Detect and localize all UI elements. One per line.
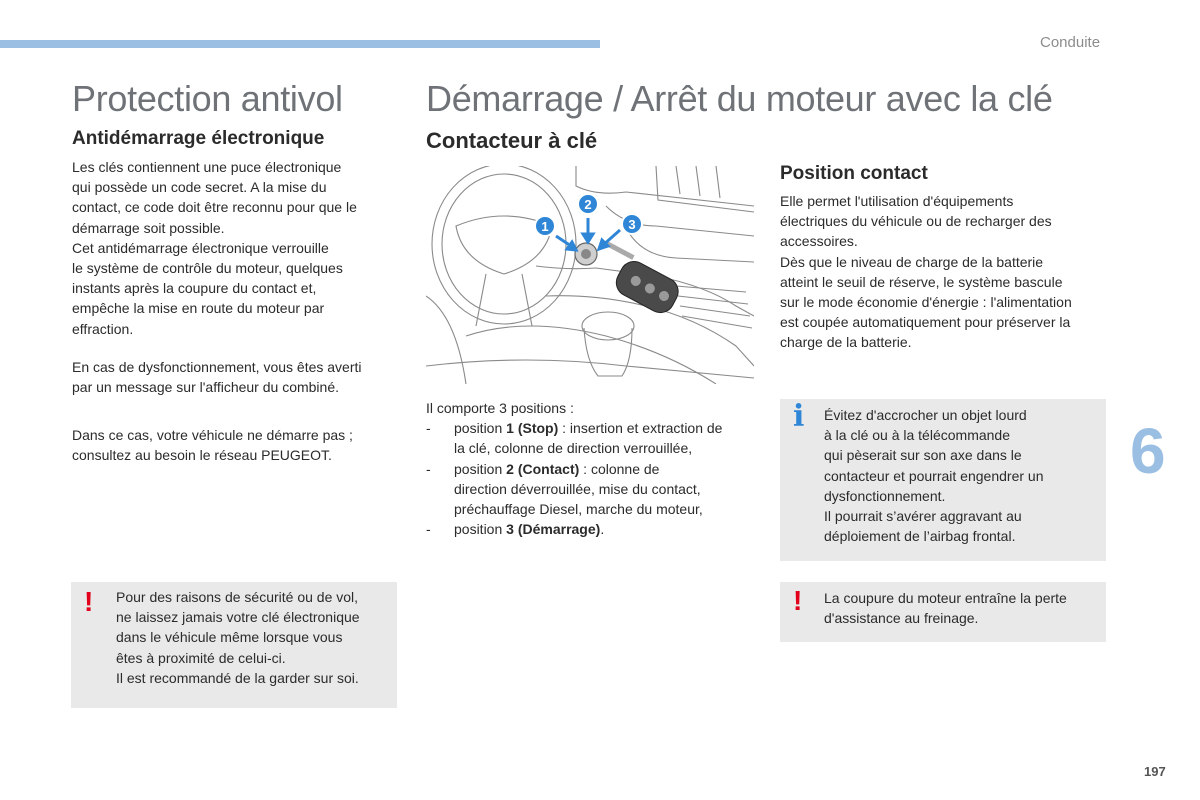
positions-list [426, 398, 766, 539]
badge-3-label: 3 [628, 217, 636, 232]
text-line: Les clés contiennent une puce électronique [72, 159, 342, 175]
text-line: qui possède un code secret. A la mise du [72, 179, 327, 196]
text-line: qui pèserait sur son axe dans le [824, 447, 1022, 464]
right-warning-text [824, 588, 1100, 628]
text-line: Il est recommandé de la garder sur soi. [116, 669, 359, 686]
text-line: ne laissez jamais votre clé électronique [116, 609, 360, 626]
position-label: 2 (Contact) [506, 460, 580, 477]
warning-icon: ! [793, 585, 803, 616]
text-line: Dans ce cas, votre véhicule ne démarre pas ; [72, 427, 353, 443]
text-line: le système de contrôle du moteur, quelques [72, 260, 343, 277]
text-line: sur le mode économie d'énergie : l'alimentation [780, 294, 1072, 311]
dealer-paragraph [72, 425, 402, 465]
immobiliser-paragraph [72, 157, 402, 339]
right-title: Démarrage / Arrêt du moteur avec la clé [426, 78, 1053, 119]
text-line: déploiement de l’airbag frontal. [824, 528, 1016, 545]
list-item [426, 418, 766, 458]
text-line: En cas de dysfonctionnement, vous êtes averti [72, 359, 362, 375]
positions-intro: Il comporte 3 positions : [426, 400, 574, 416]
text-line: électriques du véhicule ou de recharger des [780, 213, 1052, 230]
warning-icon: ! [84, 586, 94, 617]
text-line: instants après la coupure du contact et, [72, 280, 317, 297]
text-line: accessoires. [780, 233, 858, 250]
text-line: atteint le seuil de réserve, le système bascule [780, 273, 1063, 290]
text-line: est coupée automatiquement pour préserver la [780, 314, 1071, 331]
text-line: êtes à proximité de celui-ci. [116, 649, 286, 666]
right-subtitle: Contacteur à clé [426, 128, 598, 153]
info-icon: i [793, 399, 805, 434]
list-bullet: - [426, 460, 431, 477]
section-label: Conduite [1040, 34, 1101, 51]
header-accent-bar [0, 40, 600, 48]
text-line: Il pourrait s’avérer aggravant au [824, 508, 1022, 525]
left-warning-text [116, 587, 392, 688]
position-label: 1 (Stop) [506, 420, 559, 437]
list-item [426, 459, 766, 520]
text-line: effraction. [72, 320, 134, 337]
text-line: Dès que le niveau de charge de la batterie [780, 253, 1044, 270]
badge-2-label: 2 [584, 197, 592, 212]
position-contact-paragraph [780, 191, 1120, 353]
page-number: 197 [1144, 764, 1166, 779]
chapter-number: 6 [1130, 415, 1166, 487]
text-line: La coupure du moteur entraîne la perte [824, 590, 1067, 606]
left-subtitle: Antidémarrage électronique [72, 128, 325, 149]
text-line: empêche la mise en route du moteur par [72, 300, 325, 317]
malfunction-paragraph [72, 357, 402, 397]
text-line: démarrage soit possible. [72, 219, 225, 236]
badge-1-label: 1 [541, 219, 549, 234]
text-line: par un message sur l'afficheur du combiné. [72, 379, 340, 396]
text-line: Cet antidémarrage électronique verrouille [72, 239, 329, 256]
text-line: contact, ce code doit être reconnu pour que le [72, 199, 357, 216]
list-item-text: position 1 (Stop) : insertion et extraction de la clé, colonne de direction verrouillée, [454, 420, 723, 457]
text-line: dans le véhicule même lorsque vous [116, 629, 343, 646]
left-title: Protection antivol [72, 78, 343, 119]
text-line: charge de la batterie. [780, 334, 912, 351]
list-item-text: position 3 (Démarrage). [454, 521, 605, 538]
list-bullet: - [426, 420, 431, 437]
list-bullet: - [426, 521, 431, 538]
list-item-text: position 2 (Contact) : colonne de direction déverrouillée, mise du contact, préchauffage Diesel, marche du moteur, [454, 460, 703, 518]
position-label: 3 (Démarrage) [506, 521, 601, 538]
text-line: Évitez d'accrocher un objet lourd [824, 407, 1027, 423]
list-item [426, 519, 766, 539]
text-line: Pour des raisons de sécurité ou de vol, [116, 589, 359, 605]
text-line: d'assistance au freinage. [824, 610, 979, 627]
text-line: à la clé ou à la télécommande [824, 427, 1010, 444]
text-line: dysfonctionnement. [824, 487, 946, 504]
position-contact-title: Position contact [780, 163, 928, 184]
text-line: consultez au besoin le réseau PEUGEOT. [72, 447, 332, 464]
text-line: contacteur et pourrait engendrer un [824, 467, 1044, 484]
ignition-switch-illustration [426, 166, 754, 384]
info-text [824, 405, 1100, 546]
text-line: Elle permet l'utilisation d'équipements [780, 193, 1014, 209]
